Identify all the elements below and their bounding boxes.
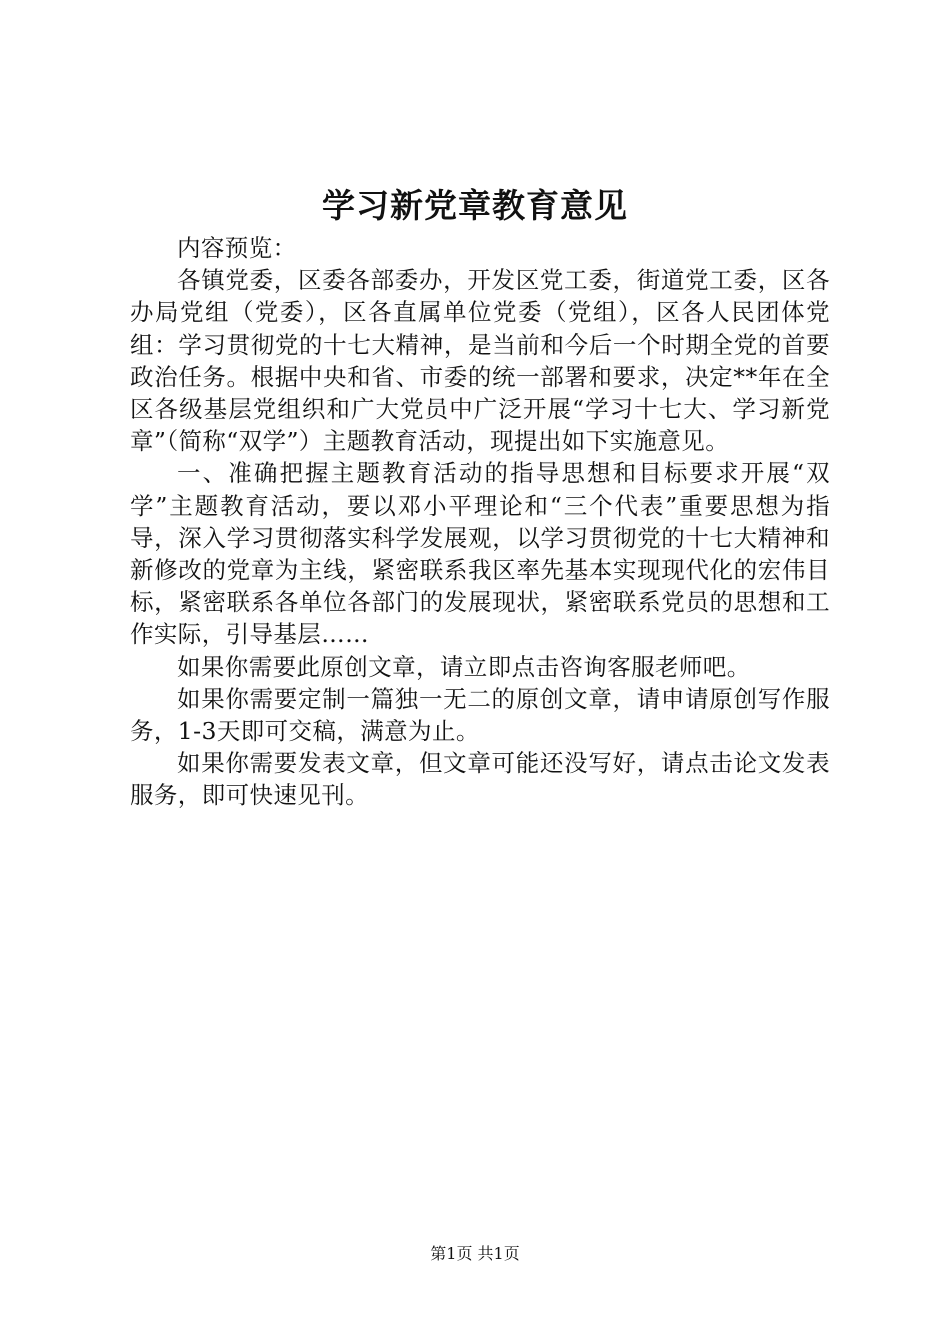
paragraph-custom-writing: 如果你需要定制一篇独一无二的原创文章，请申请原创写作服务，1-3天即可交稿，满意为止。 — [130, 684, 830, 746]
paragraph-publishing: 如果你需要发表文章，但文章可能还没写好，请点击论文发表服务，即可快速见刊。 — [130, 749, 830, 810]
paragraph-consult: 如果你需要此原创文章，请立即点击咨询客服老师吧。 — [177, 652, 751, 681]
paragraph-section-one: 一、准确把握主题教育活动的指导思想和目标要求开展“双学”主题教育活动，要以邓小平理论和“三个代表”重要思想为指导，深入学习贯彻落实科学发展观，以学习贯彻党的十七大精神和新修改的党章为主线，紧密联系我区率先基本实现现代化的宏伟目标，紧密联系各单位各部门的发展现状，紧密联系党员的思想和工作实际，引导基层…… — [130, 459, 830, 649]
preview-label: 内容预览： — [177, 234, 297, 262]
page-footer: 第1页 共1页 — [430, 1244, 520, 1263]
document-title: 学习新党章教育意见 — [322, 186, 628, 225]
paragraph-intro: 各镇党委，区委各部委办，开发区党工委，街道党工委，区各办局党组（党委），区各直属单位党委（党组），区各人民团体党组：学习贯彻党的十七大精神，是当前和今后一个时期全党的首要政治任务。根据中央和省、市委的统一部署和要求，决定**年在全区各级基层党组织和广大党员中广泛开展“学习十七大、学习新党章”（简称“双学”）主题教育活动，现提出如下实施意见。 — [130, 266, 830, 456]
document-body — [130, 232, 830, 812]
